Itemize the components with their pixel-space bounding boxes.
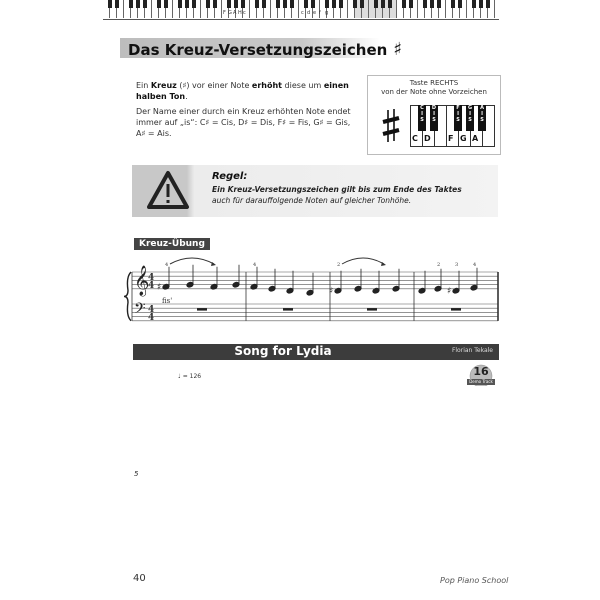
keyboard-label: e [313, 10, 317, 16]
song-title-bar [133, 344, 499, 360]
keybox-title-1: Taste RECHTS [409, 79, 459, 87]
black-key [241, 0, 245, 8]
svg-text:3: 3 [455, 262, 459, 268]
black-key [206, 0, 210, 8]
song-composer: Florian Tekale [451, 347, 493, 354]
black-key [437, 0, 441, 8]
black-key [255, 0, 259, 8]
svg-text:4: 4 [165, 262, 169, 268]
book-title: Pop Piano School [440, 576, 509, 585]
exercise-label: Kreuz-Übung [134, 238, 210, 250]
black-key [472, 0, 476, 8]
black-key [451, 0, 455, 8]
keyboard-label: c [243, 10, 246, 16]
black-key [402, 0, 406, 8]
black-key [276, 0, 280, 8]
black-key [486, 0, 490, 8]
svg-text:4: 4 [253, 262, 257, 268]
black-key [157, 0, 161, 8]
black-key [353, 0, 357, 8]
measure-number: 5 [134, 470, 139, 478]
song-system-1 [118, 380, 500, 465]
svg-text:fis': fis' [162, 297, 173, 305]
black-key [108, 0, 112, 8]
rule-line-1: Ein Kreuz-Versetzungszeichen gilt bis zum Ende des Taktes [212, 185, 462, 194]
keyboard-label: A [233, 10, 237, 16]
black-key [360, 0, 364, 8]
rule-title: Regel: [212, 171, 248, 182]
black-key [479, 0, 483, 8]
mini-note-label: F [448, 134, 454, 143]
black-key [262, 0, 266, 8]
black-key [325, 0, 329, 8]
rule-box [132, 165, 498, 217]
keyboard-label: f [319, 10, 321, 16]
keyboard-label: H [238, 10, 242, 16]
mini-black-key: F I S [454, 105, 462, 131]
black-key [213, 0, 217, 8]
black-key [381, 0, 385, 8]
black-key [304, 0, 308, 8]
svg-text:♯: ♯ [447, 286, 452, 297]
track-label: Demo Track [469, 379, 493, 384]
keybox-title-2: von der Note ohne Vorzeichen [381, 88, 487, 96]
keyboard-strip [103, 0, 499, 20]
black-key [339, 0, 343, 8]
black-key [192, 0, 196, 8]
sharp-symbol-icon [380, 108, 402, 144]
svg-text:♯: ♯ [157, 282, 162, 293]
black-key [129, 0, 133, 8]
svg-text:4: 4 [148, 313, 155, 323]
svg-text:2: 2 [337, 262, 341, 268]
mini-black-key: C I S [418, 105, 426, 131]
exercise-score [118, 252, 500, 332]
svg-text:♯: ♯ [329, 286, 334, 297]
black-key [409, 0, 413, 8]
mini-note-label: G [460, 134, 467, 143]
mini-note-label: A [472, 134, 479, 143]
black-key [388, 0, 392, 8]
svg-text:4: 4 [148, 305, 155, 315]
black-key [458, 0, 462, 8]
svg-text:𝄢: 𝄢 [134, 300, 146, 321]
black-key [227, 0, 231, 8]
tempo-marking: ♩ = 126 [178, 373, 202, 380]
intro-paragraph-2: Der Name einer durch ein Kreuz erhöhten Note endet immer auf „is“: C♯ = Cis, D♯ = Dis, F♯ = Fis, G♯ = Gis, A♯ = Ais. [136, 107, 351, 138]
keyboard-label: c [301, 10, 304, 16]
page-number: 40 [133, 573, 146, 584]
black-key [374, 0, 378, 8]
black-key [164, 0, 168, 8]
page-title: Das Kreuz-Versetzungszeichen ♯ [128, 39, 403, 60]
sharp-keys-diagram [367, 75, 501, 155]
black-key [115, 0, 119, 8]
song-system-2 [118, 478, 500, 563]
warning-triangle-icon [146, 170, 190, 210]
track-number: 16 [473, 365, 489, 378]
intro-paragraph-1: Ein Kreuz (♯) vor einer Note erhöht diese um einen halben Ton. [136, 81, 349, 101]
keyboard-label: G [228, 10, 232, 16]
black-key [423, 0, 427, 8]
svg-text:𝄞: 𝄞 [134, 266, 150, 296]
mini-black-key: D I S [430, 105, 438, 131]
song-title: Song for Lydia [234, 344, 332, 358]
svg-text:4: 4 [148, 281, 155, 291]
mini-black-key: G I S [466, 105, 474, 131]
black-key [143, 0, 147, 8]
black-key [178, 0, 182, 8]
keyboard-label: F [223, 10, 226, 16]
section-heading-bar [120, 38, 403, 60]
mini-note-label: D [424, 134, 431, 143]
svg-text:4: 4 [473, 262, 477, 268]
black-key [283, 0, 287, 8]
keyboard-label: d [307, 10, 311, 16]
svg-text:2: 2 [437, 262, 441, 268]
black-key [136, 0, 140, 8]
black-key [234, 0, 238, 8]
black-key [290, 0, 294, 8]
black-key [311, 0, 315, 8]
keyboard-label: g [325, 10, 329, 16]
black-key [332, 0, 336, 8]
svg-text:4: 4 [148, 273, 155, 283]
mini-note-label: C [412, 134, 418, 143]
black-key [430, 0, 434, 8]
sharp-icon: ♯ [393, 39, 403, 60]
rule-line-2: auch für darauffolgende Noten auf gleicher Tonhöhe. [212, 196, 412, 205]
black-key [185, 0, 189, 8]
mini-black-key: A I S [478, 105, 486, 131]
